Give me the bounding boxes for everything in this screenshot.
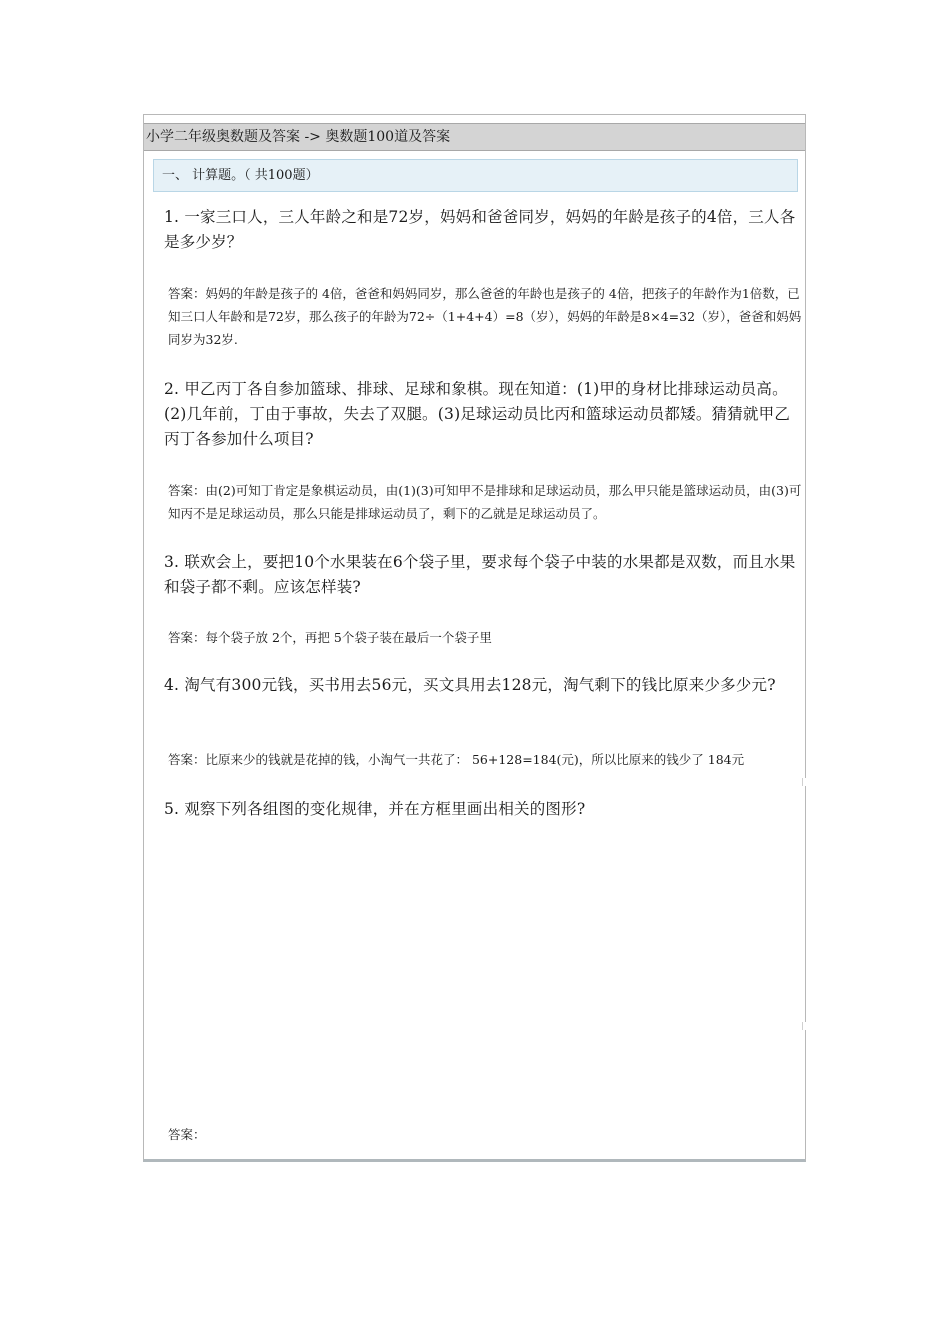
page-title: 小学二年级奥数题及答案 -> 奥数题100道及答案	[144, 123, 805, 151]
section-heading: 一、 计算题。（ 共100题）	[153, 159, 798, 192]
document-frame	[143, 114, 806, 1162]
answer-3: 答案：每个袋子放 2个，再把 5个袋子装在最后一个袋子里	[168, 630, 492, 645]
answer-1: 答案：妈妈的年龄是孩子的 4倍，爸爸和妈妈同岁，那么爸爸的年龄也是孩子的 4倍，把孩子的年龄作为1倍数，已知三口人年龄和是72岁，那么孩子的年龄为72÷（1+4+4）=8（岁），妈妈的年龄是8×4=32（岁），爸爸和妈妈同岁为32岁.	[168, 286, 802, 347]
question-3: 3. 联欢会上，要把10个水果装在6个袋子里，要求每个袋子中装的水果都是双数，而且水果和袋子都不剩。应该怎样装?	[164, 553, 796, 596]
question-1: 1. 一家三口人，三人年龄之和是72岁，妈妈和爸爸同岁，妈妈的年龄是孩子的4倍，三人各是多少岁？	[164, 208, 796, 251]
question-4: 4. 淘气有300元钱，买书用去56元，买文具用去128元，淘气剩下的钱比原来少多少元?	[164, 676, 776, 694]
answer-5: 答案：	[168, 1127, 206, 1142]
scroll-notch-bottom	[802, 1022, 807, 1030]
scroll-notch-top	[802, 778, 807, 786]
answer-4: 答案：比原来少的钱就是花掉的钱，小淘气一共花了： 56+128=184(元)，所以比原来的钱少了 184元	[168, 752, 745, 767]
question-2: 2. 甲乙丙丁各自参加篮球、排球、足球和象棋。现在知道：(1)甲的身材比排球运动员高。(2)几年前，丁由于事故，失去了双腿。(3)足球运动员比丙和篮球运动员都矮。猜猜就甲乙丙丁各参加什么项目?	[164, 380, 791, 448]
question-5: 5. 观察下列各组图的变化规律，并在方框里画出相关的图形?	[164, 800, 586, 818]
answer-2: 答案：由(2)可知丁肯定是象棋运动员，由(1)(3)可知甲不是排球和足球运动员，那么甲只能是篮球运动员，由(3)可知丙不是足球运动员，那么只能是排球运动员了，剩下的乙就是足球运动员了。	[168, 483, 802, 521]
